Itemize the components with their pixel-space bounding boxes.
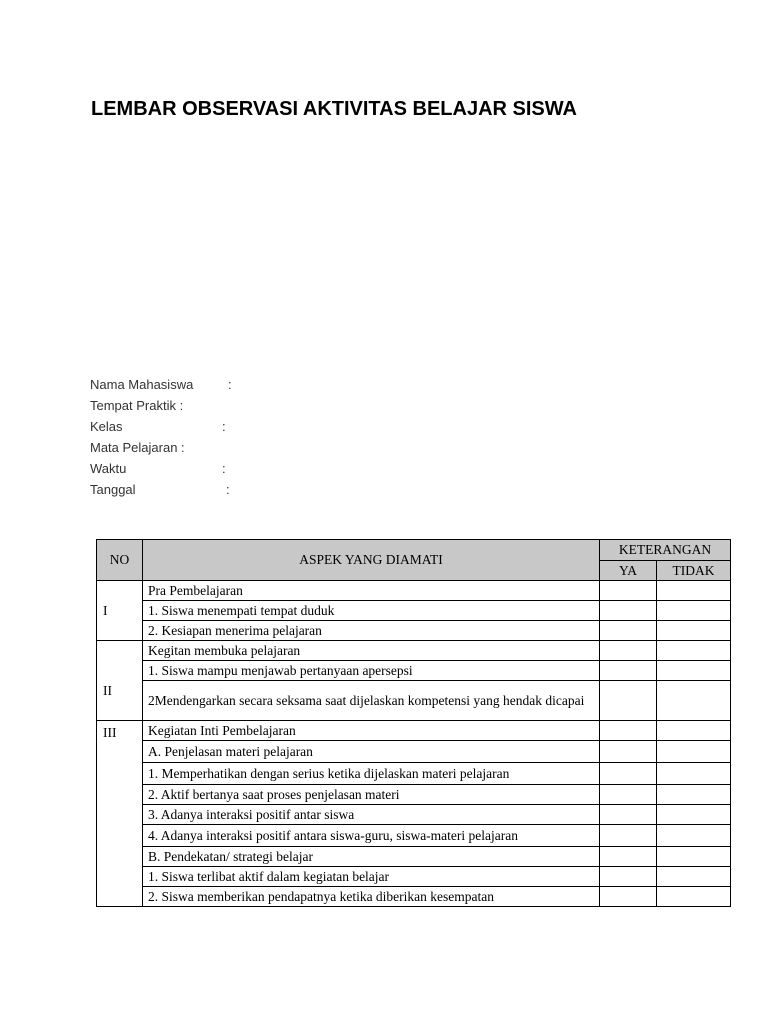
aspect-item: 2Mendengarkan secara seksama saat dijelaskan kompetensi yang hendak dicapai (143, 681, 600, 721)
tidak-cell[interactable] (657, 621, 731, 641)
tidak-cell[interactable] (657, 641, 731, 661)
ya-cell[interactable] (600, 825, 657, 847)
field-tanggal-colon: : (226, 482, 230, 497)
section-number: III (97, 721, 143, 907)
tidak-cell[interactable] (657, 661, 731, 681)
tidak-cell[interactable] (657, 825, 731, 847)
observation-table (96, 539, 731, 907)
field-kelas: Kelas (90, 419, 123, 434)
header-tidak: TIDAK (657, 561, 731, 581)
tidak-cell[interactable] (657, 847, 731, 867)
table-row (97, 741, 731, 763)
header-keterangan: KETERANGAN (600, 540, 731, 561)
aspect-item: 2. Siswa memberikan pendapatnya ketika diberikan kesempatan (143, 887, 600, 907)
field-tempat-praktik: Tempat Praktik : (90, 398, 184, 413)
table-row (97, 887, 731, 907)
header-aspek: ASPEK YANG DIAMATI (143, 540, 600, 581)
ya-cell[interactable] (600, 847, 657, 867)
ya-cell[interactable] (600, 681, 657, 721)
aspect-item: 3. Adanya interaksi positif antar siswa (143, 805, 600, 825)
aspect-item: 4. Adanya interaksi positif antara siswa-guru, siswa-materi pelajaran (143, 825, 600, 847)
ya-cell[interactable] (600, 785, 657, 805)
table-row (97, 601, 731, 621)
ya-cell[interactable] (600, 805, 657, 825)
ya-cell[interactable] (600, 581, 657, 601)
ya-cell[interactable] (600, 763, 657, 785)
header-ya: YA (600, 561, 657, 581)
table-row (97, 867, 731, 887)
table-header-row (97, 540, 731, 561)
tidak-cell[interactable] (657, 867, 731, 887)
section-number: II (97, 641, 143, 721)
table-row (97, 805, 731, 825)
ya-cell[interactable] (600, 887, 657, 907)
table-row (97, 763, 731, 785)
section-heading: Kegitan membuka pelajaran (143, 641, 600, 661)
subsection-heading: A. Penjelasan materi pelajaran (143, 741, 600, 763)
aspect-item: 1. Siswa mampu menjawab pertanyaan apersepsi (143, 661, 600, 681)
tidak-cell[interactable] (657, 681, 731, 721)
subsection-heading: B. Pendekatan/ strategi belajar (143, 847, 600, 867)
table-row (97, 661, 731, 681)
section-number: I (97, 581, 143, 641)
tidak-cell[interactable] (657, 721, 731, 741)
ya-cell[interactable] (600, 741, 657, 763)
ya-cell[interactable] (600, 601, 657, 621)
table-row (97, 681, 731, 721)
tidak-cell[interactable] (657, 805, 731, 825)
tidak-cell[interactable] (657, 785, 731, 805)
field-kelas-colon: : (222, 419, 226, 434)
section-heading: Kegiatan Inti Pembelajaran (143, 721, 600, 741)
aspect-item: 2. Aktif bertanya saat proses penjelasan materi (143, 785, 600, 805)
aspect-item: 1. Siswa menempati tempat duduk (143, 601, 600, 621)
ya-cell[interactable] (600, 721, 657, 741)
field-nama-mahasiswa: Nama Mahasiswa (90, 377, 194, 392)
table-row (97, 847, 731, 867)
ya-cell[interactable] (600, 621, 657, 641)
field-waktu: Waktu (90, 461, 127, 476)
ya-cell[interactable] (600, 867, 657, 887)
section-heading: Pra Pembelajaran (143, 581, 600, 601)
tidak-cell[interactable] (657, 763, 731, 785)
table-row (97, 581, 731, 601)
field-mata-pelajaran: Mata Pelajaran : (90, 440, 185, 455)
aspect-item: 1. Siswa terlibat aktif dalam kegiatan belajar (143, 867, 600, 887)
field-waktu-colon: : (222, 461, 226, 476)
table-row (97, 621, 731, 641)
field-tanggal: Tanggal (90, 482, 136, 497)
document-title: LEMBAR OBSERVASI AKTIVITAS BELAJAR SISWA (91, 98, 577, 120)
table-row (97, 785, 731, 805)
table-row (97, 825, 731, 847)
table-row (97, 721, 731, 741)
tidak-cell[interactable] (657, 741, 731, 763)
tidak-cell[interactable] (657, 581, 731, 601)
header-no: NO (97, 540, 143, 581)
table-row (97, 641, 731, 661)
ya-cell[interactable] (600, 641, 657, 661)
ya-cell[interactable] (600, 661, 657, 681)
field-nama-mahasiswa-colon: : (228, 377, 232, 392)
aspect-item: 1. Memperhatikan dengan serius ketika dijelaskan materi pelajaran (143, 763, 600, 785)
tidak-cell[interactable] (657, 601, 731, 621)
aspect-item: 2. Kesiapan menerima pelajaran (143, 621, 600, 641)
tidak-cell[interactable] (657, 887, 731, 907)
